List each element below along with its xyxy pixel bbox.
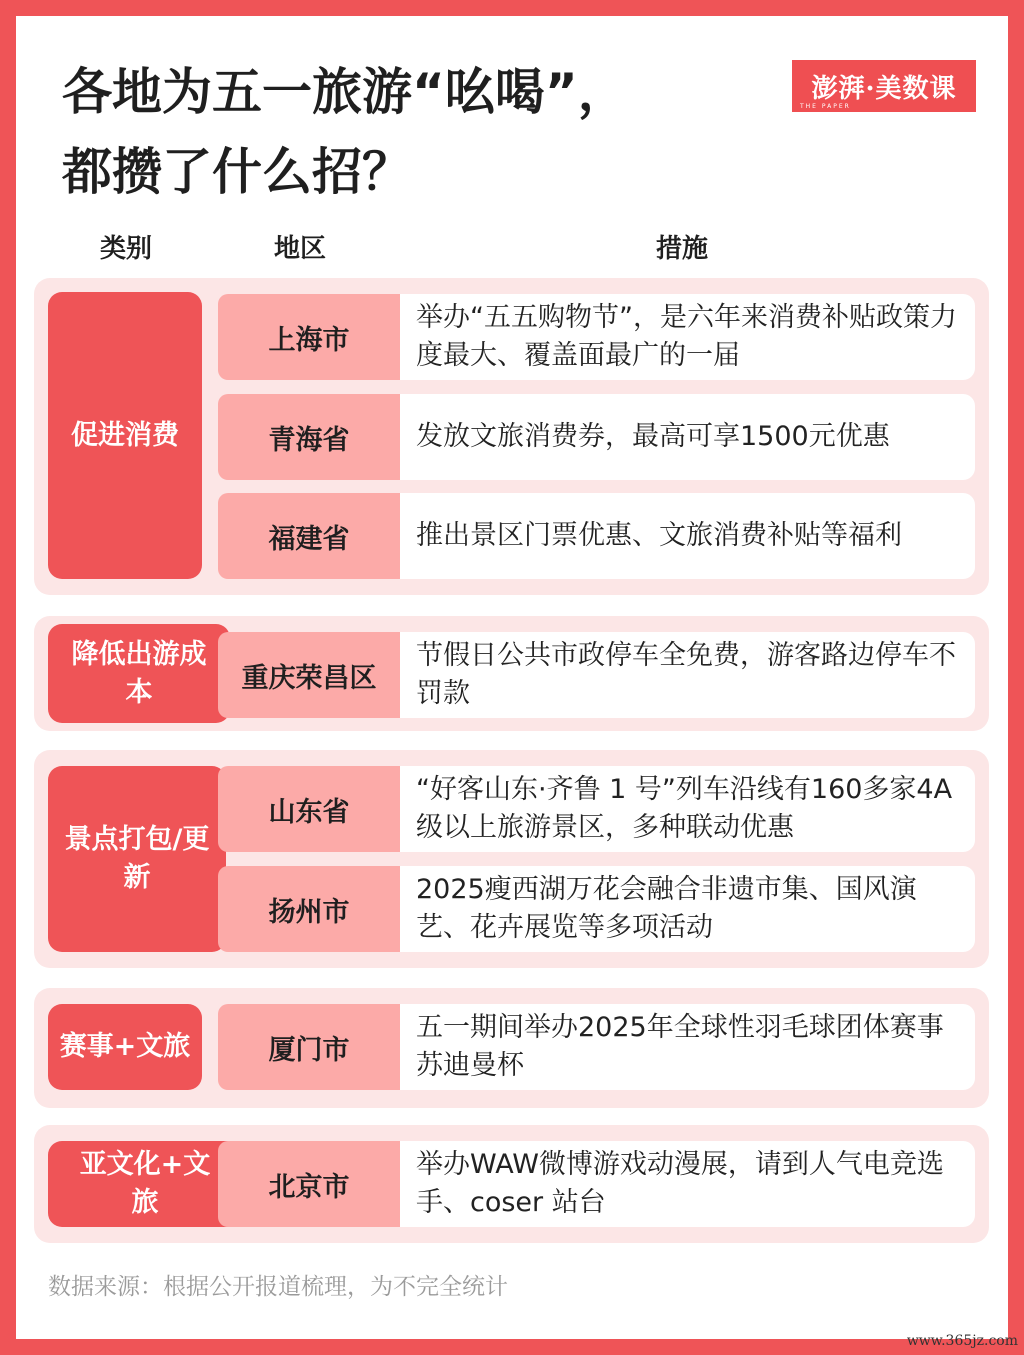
measure-cell: 举办WAW微博游戏动漫展，请到人气电竞选手、coser 站台 — [400, 1141, 975, 1227]
region-cell: 上海市 — [218, 294, 400, 380]
title-line-1: 各地为五一旅游“吆喝”， — [62, 63, 628, 121]
region-cell: 扬州市 — [218, 866, 400, 952]
category-label: 赛事+文旅 — [48, 1004, 202, 1090]
measure-cell: 节假日公共市政停车全免费，游客路边停车不罚款 — [400, 632, 975, 718]
category-group-sports-tourism — [34, 988, 989, 1108]
category-label: 促进消费 — [48, 292, 202, 579]
category-group-promote-consumption — [34, 278, 989, 595]
region-cell: 青海省 — [218, 394, 400, 480]
measure-cell: 发放文旅消费券，最高可享1500元优惠 — [400, 394, 975, 480]
column-header-category: 类别 — [100, 234, 153, 264]
region-cell: 重庆荣昌区 — [218, 632, 400, 718]
region-cell: 山东省 — [218, 766, 400, 852]
brand-logo — [792, 60, 976, 112]
table-row — [218, 493, 975, 579]
category-label: 景点打包/更新 — [48, 766, 226, 952]
category-label: 降低出游成本 — [48, 624, 230, 723]
table-row — [218, 1004, 975, 1090]
region-cell: 厦门市 — [218, 1004, 400, 1090]
table-row — [218, 866, 975, 952]
measure-cell: 推出景区门票优惠、文旅消费补贴等福利 — [400, 493, 975, 579]
table-row — [218, 632, 975, 718]
measure-cell: 举办“五五购物节”，是六年来消费补贴政策力度最大、覆盖面最广的一届 — [400, 294, 975, 380]
measure-cell: 五一期间举办2025年全球性羽毛球团体赛事苏迪曼杯 — [400, 1004, 975, 1090]
table-row — [218, 766, 975, 852]
category-group-subculture-tourism — [34, 1125, 989, 1243]
page-title — [62, 52, 722, 212]
measure-cell: 2025瘦西湖万花会融合非遗市集、国风演艺、花卉展览等多项活动 — [400, 866, 975, 952]
data-source-note: 数据来源：根据公开报道梳理，为不完全统计 — [48, 1274, 508, 1300]
brand-logo-text: 澎湃·美数课 — [811, 73, 957, 104]
category-group-lower-travel-cost — [34, 616, 989, 731]
brand-logo-subtext: THE PAPER — [800, 103, 851, 110]
category-group-attraction-package — [34, 750, 989, 968]
table-row — [218, 1141, 975, 1227]
column-header-measure: 措施 — [656, 234, 709, 264]
table-row — [218, 394, 975, 480]
table-row — [218, 294, 975, 380]
measure-cell: “好客山东·齐鲁 1 号”列车沿线有160多家4A级以上旅游景区，多种联动优惠 — [400, 766, 975, 852]
infographic-card — [16, 16, 1008, 1339]
column-header-region: 地区 — [274, 234, 327, 264]
region-cell: 北京市 — [218, 1141, 400, 1227]
watermark: www.365jz.com — [906, 1333, 1018, 1349]
title-line-2: 都攒了什么招？ — [62, 143, 412, 201]
category-label: 亚文化+文旅 — [48, 1141, 242, 1227]
region-cell: 福建省 — [218, 493, 400, 579]
